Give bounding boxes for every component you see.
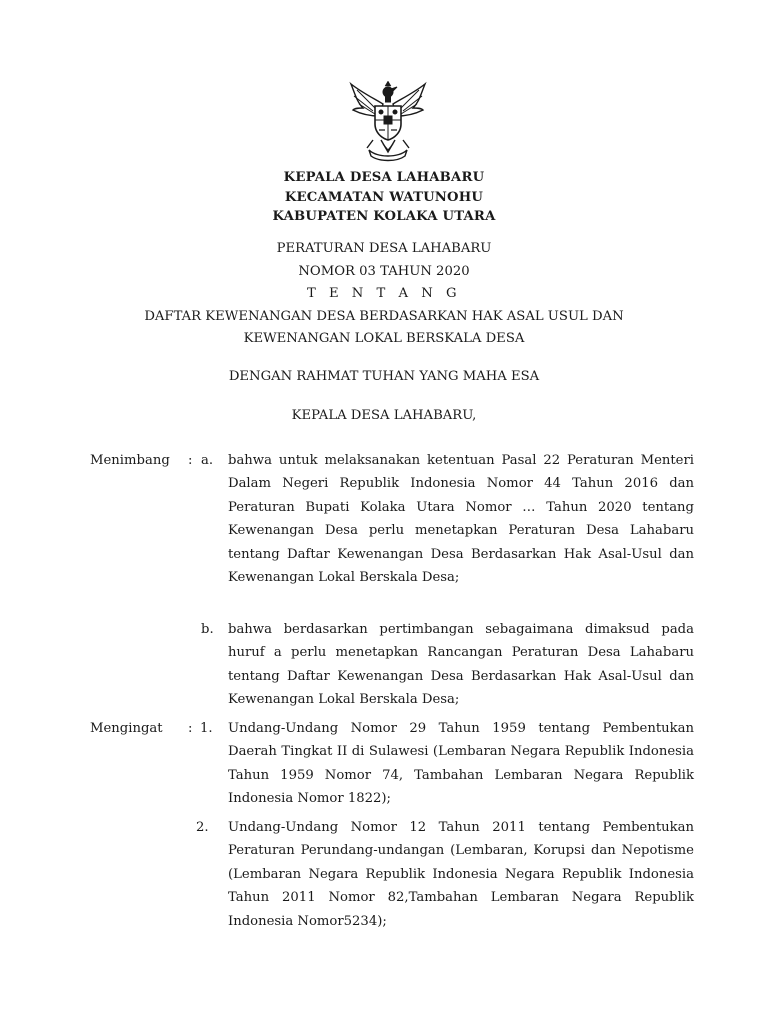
issuer-header [0, 168, 768, 227]
issuer-line-2: KECAMATAN WATUNOHU [284, 189, 484, 205]
mengingat-item-1-marker: 1. [200, 721, 213, 736]
regulation-about-line-2: KEWENANGAN LOKAL BERSKALA DESA [243, 331, 525, 346]
menimbang-item-b-marker: b. [201, 622, 214, 637]
garuda-emblem-icon [345, 78, 431, 162]
menimbang-colon: : [188, 453, 193, 468]
mengingat-item-2-text: Undang-Undang Nomor 12 Tahun 2011 tentang Pembentukan Peraturan Perundang-undangan (Lembaran, Korupsi dan Nepotisme (Lembaran Negara Republik Indonesia Negara Republik Indonesia Tahun 2011 Nomor 82,Tambahan Lembaran Negara Republik Indonesia Nomor5234); [228, 820, 694, 929]
mengingat-colon: : [188, 721, 193, 736]
menimbang-item-a-text: bahwa untuk melaksanakan ketentuan Pasal 22 Peraturan Menteri Dalam Negeri Republik Indonesia Nomor 44 Tahun 2016 dan Peraturan Bupati Kolaka Utara Nomor … Tahun 2020 tentang Kewenangan Desa perlu menetapkan Peraturan Desa Lahabaru tentang Daftar Kewenangan Desa Berdasarkan Hak Asal-Usul dan Kewenangan Lokal Berskala Desa; [228, 453, 694, 586]
regulation-number: NOMOR 03 TAHUN 2020 [298, 263, 470, 279]
menimbang-item-a-marker: a. [201, 453, 214, 468]
official-title: KEPALA DESA LAHABARU, [291, 408, 477, 423]
regulation-title: PERATURAN DESA LAHABARU [276, 241, 492, 256]
mengingat-label: Mengingat [90, 721, 163, 736]
menimbang-item-b-text: bahwa berdasarkan pertimbangan sebagaimana dimaksud pada huruf a perlu menetapkan Rancangan Peraturan Desa Lahabaru tentang Daftar Kewenangan Desa Berdasarkan Hak Asal-Usul dan Kewenangan Lokal Berskala Desa; [228, 622, 694, 708]
menimbang-label: Menimbang [90, 453, 170, 468]
mengingat-item-1-text: Undang-Undang Nomor 29 Tahun 1959 tentang Pembentukan Daerah Tingkat II di Sulawesi (Lembaran Negara Republik Indonesia Tahun 1959 Nomor 74, Tambahan Lembaran Negara Republik Indonesia Nomor 1822); [228, 721, 694, 807]
regulation-about-line-1: DAFTAR KEWENANGAN DESA BERDASARKAN HAK ASAL USUL DAN [144, 308, 624, 324]
regulation-tentang: T E N T A N G [306, 286, 461, 301]
regulation-title-block [0, 238, 768, 351]
grace-statement: DENGAN RAHMAT TUHAN YANG MAHA ESA [228, 369, 540, 384]
issuer-line-1: KEPALA DESA LAHABARU [283, 170, 485, 185]
issuer-line-3: KABUPATEN KOLAKA UTARA [272, 209, 496, 224]
mengingat-item-2-marker: 2. [196, 820, 209, 835]
